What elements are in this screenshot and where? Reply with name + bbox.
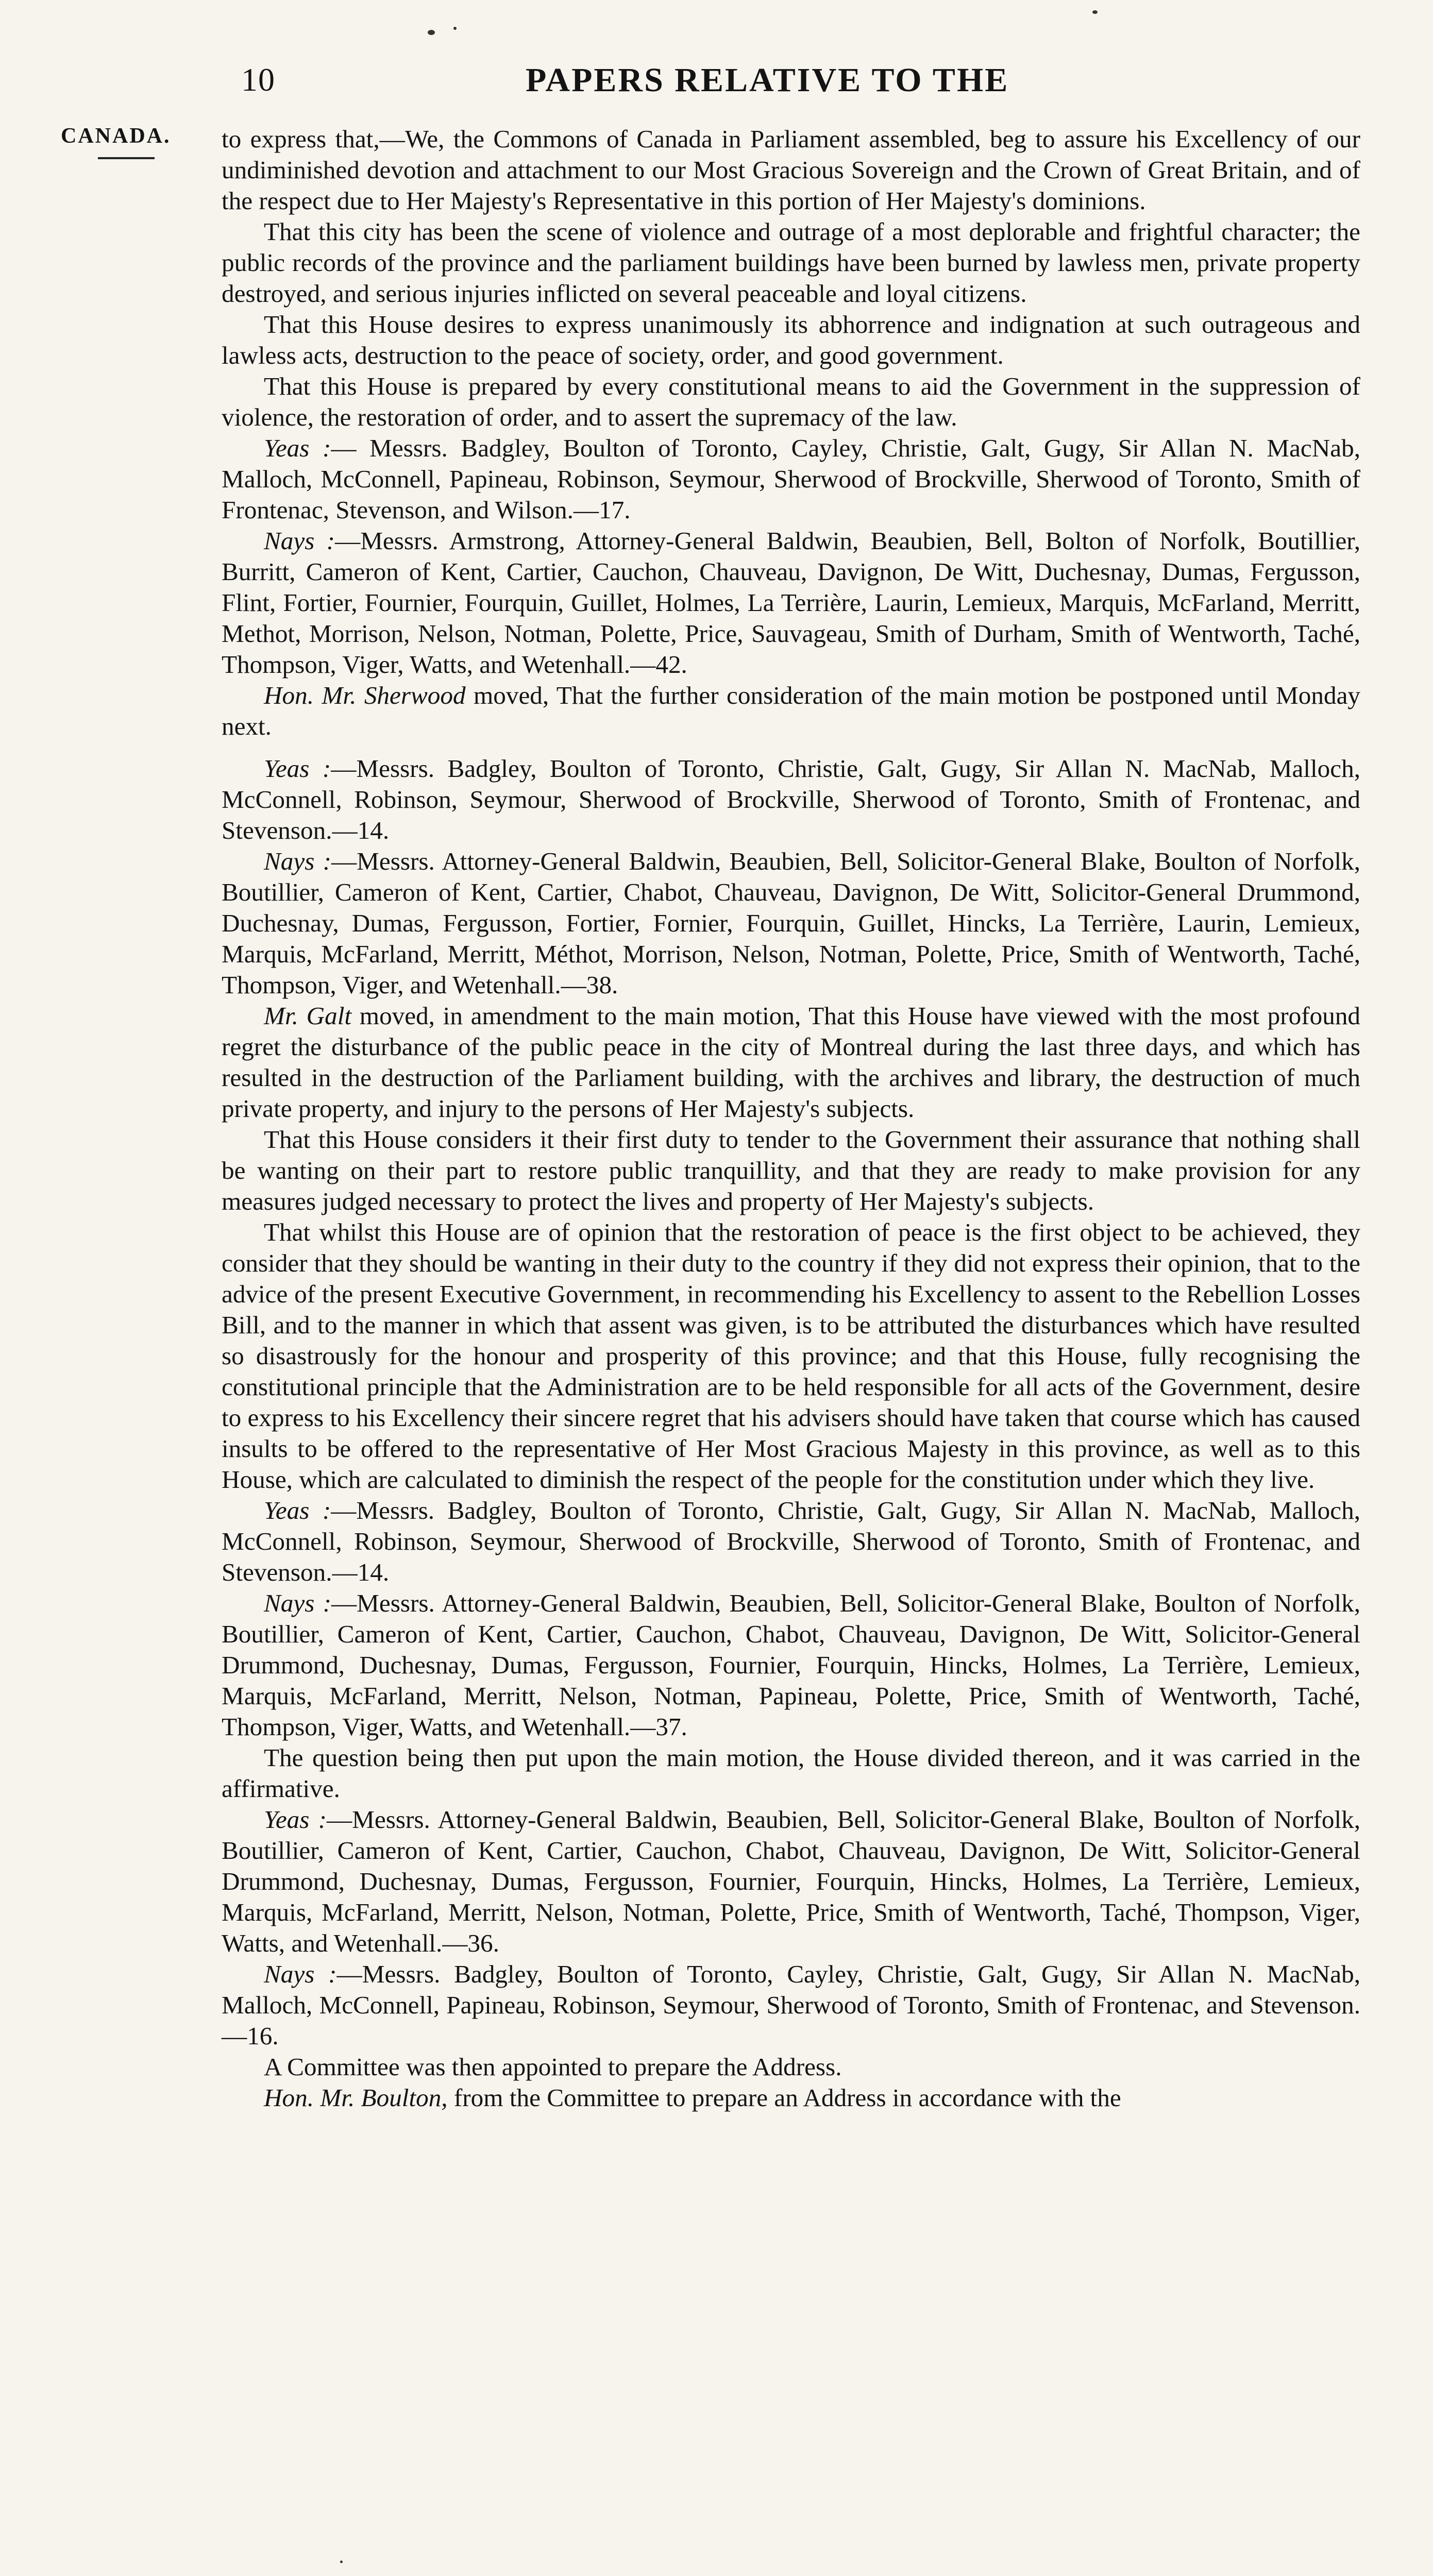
paragraph-text: to express that,—We, the Commons of Canada in Parliament assembled, beg to assure his Excellency of our undiminished devotion and attachment to our Most Gracious Sovereign and the Crown of Great Britain, and of the respect due to Her Majesty's Representative in this portion of Her Majesty's dominions. (222, 125, 1360, 215)
paragraph (222, 124, 1360, 216)
paragraph (222, 371, 1360, 433)
running-title: PAPERS RELATIVE TO THE (526, 61, 1009, 99)
paragraph-text: A Committee was then appointed to prepare the Address. (264, 2053, 842, 2081)
paragraph-lead: Hon. Mr. Boulton, (264, 2083, 448, 2112)
paragraph-text: —Messrs. Attorney-General Baldwin, Beaubien, Bell, Solicitor-General Blake, Boulton of Norfolk, Boutillier, Cameron of Kent, Cartier, Cauchon, Chabot, Chauveau, Davignon, De Witt, Solicitor-General Drummond, Duchesnay, Dumas, Fergusson, Fournier, Fourquin, Hincks, Holmes, La Terrière, Lemieux, Marquis, McFarland, Merritt, Nelson, Notman, Papineau, Polette, Price, Smith of Wentworth, Taché, Thompson, Viger, Watts, and Wetenhall.—37. (222, 1589, 1360, 1741)
paragraph-lead: Nays : (264, 1589, 331, 1617)
paragraph-text: That this House is prepared by every constitutional means to aid the Government in the suppression of violence, the restoration of order, and to assert the supremacy of the law. (222, 372, 1360, 431)
paragraph (222, 1124, 1360, 1217)
paragraph-text: moved, That the further consideration of the main motion be postponed until Monday next. (222, 681, 1360, 740)
vote-yeas (222, 1495, 1360, 1588)
scan-speck (453, 27, 457, 30)
paragraph-text: That this House considers it their first duty to tender to the Government their assurance that nothing shall be wanting on their part to restore public tranquillity, and that they are ready to make provision for any measures judged necessary to protect the lives and property of Her Majesty's subjects. (222, 1125, 1360, 1215)
paragraph (222, 1217, 1360, 1495)
scan-speck (340, 2561, 343, 2563)
paragraph (222, 216, 1360, 309)
paragraph-lead: Yeas : (264, 1805, 327, 1834)
paragraph-text: —Messrs. Armstrong, Attorney-General Baldwin, Beaubien, Bell, Bolton of Norfolk, Boutillier, Burritt, Cameron of Kent, Cartier, Cauchon, Chauveau, Davignon, De Witt, Duchesnay, Dumas, Fergusson, Flint, Fortier, Fournier, Fourquin, Guillet, Holmes, La Terrière, Laurin, Lemieux, Marquis, McFarland, Merritt, Methot, Morrison, Nelson, Notman, Polette, Price, Sauvageau, Smith of Durham, Smith of Wentworth, Taché, Thompson, Viger, Watts, and Wetenhall.—42. (222, 527, 1360, 679)
motion-paragraph (222, 2082, 1360, 2113)
paragraph-text: That this city has been the scene of violence and outrage of a most deplorable and frightful character; the public records of the province and the parliament buildings have been burned by lawless men, private property destroyed, and serious injuries inflicted on several peaceable and loyal citizens. (222, 217, 1360, 308)
paragraph-text: —Messrs. Badgley, Boulton of Toronto, Christie, Galt, Gugy, Sir Allan N. MacNab, Malloch, McConnell, Robinson, Seymour, Sherwood of Brockville, Sherwood of Toronto, Smith of Frontenac, and Stevenson.—14. (222, 754, 1360, 844)
motion-paragraph (222, 1001, 1360, 1124)
paragraph-lead: Yeas : (264, 1496, 331, 1524)
paragraph-lead: Yeas : (264, 434, 331, 462)
paragraph-lead: Hon. Mr. Sherwood (264, 681, 466, 709)
page-number: 10 (241, 61, 275, 98)
vote-nays (222, 526, 1360, 680)
paragraph-text: —Messrs. Attorney-General Baldwin, Beaubien, Bell, Solicitor-General Blake, Boulton of Norfolk, Boutillier, Cameron of Kent, Cartier, Cauchon, Chabot, Chauveau, Davignon, De Witt, Solicitor-General Drummond, Duchesnay, Dumas, Fergusson, Fournier, Fourquin, Hincks, Holmes, La Terrière, Lemieux, Marquis, McFarland, Merritt, Nelson, Notman, Polette, Price, Smith of Wentworth, Taché, Thompson, Viger, Watts, and Wetenhall.—36. (222, 1805, 1360, 1957)
paragraph (222, 1742, 1360, 1804)
paragraph-text: The question being then put upon the main motion, the House divided thereon, and it was carried in the affirmative. (222, 1743, 1360, 1803)
paragraph-text: — Messrs. Badgley, Boulton of Toronto, Cayley, Christie, Galt, Gugy, Sir Allan N. MacNab, Malloch, McConnell, Papineau, Robinson, Seymour, Sherwood of Brockville, Sherwood of Toronto, Smith of Frontenac, Stevenson, and Wilson.—17. (222, 434, 1360, 524)
paragraph (222, 2052, 1360, 2082)
vote-yeas (222, 433, 1360, 526)
motion-paragraph (222, 680, 1360, 742)
paragraph-text: —Messrs. Badgley, Boulton of Toronto, Christie, Galt, Gugy, Sir Allan N. MacNab, Malloch, McConnell, Robinson, Seymour, Sherwood of Brockville, Sherwood of Toronto, Smith of Frontenac, and Stevenson.—14. (222, 1496, 1360, 1586)
margin-note: CANADA. (61, 124, 171, 148)
paragraph-text: —Messrs. Badgley, Boulton of Toronto, Cayley, Christie, Galt, Gugy, Sir Allan N. MacNab, Malloch, McConnell, Papineau, Robinson, Seymour, Sherwood of Toronto, Smith of Frontenac, and Stevenson.—16. (222, 1960, 1361, 2050)
paragraph-spacer (222, 742, 1360, 753)
paragraph-lead: Nays : (264, 527, 335, 555)
vote-yeas (222, 1804, 1360, 1959)
paragraph (222, 309, 1360, 371)
paragraph-text: from the Committee to prepare an Address in accordance with the (447, 2083, 1121, 2112)
paragraph-text: —Messrs. Attorney-General Baldwin, Beaubien, Bell, Solicitor-General Blake, Boulton of Norfolk, Boutillier, Cameron of Kent, Cartier, Chabot, Chauveau, Davignon, De Witt, Solicitor-General Drummond, Duchesnay, Dumas, Fergusson, Fortier, Fornier, Fourquin, Guillet, Hincks, La Terrière, Laurin, Lemieux, Marquis, McFarland, Merritt, Méthot, Morrison, Nelson, Notman, Polette, Price, Smith of Wentworth, Taché, Thompson, Viger, and Wetenhall.—38. (222, 847, 1360, 999)
vote-nays (222, 1959, 1360, 2052)
vote-nays (222, 846, 1360, 1001)
vote-nays (222, 1588, 1360, 1742)
paragraph-lead: Nays : (264, 847, 331, 875)
margin-rule (98, 157, 155, 159)
paragraph-lead: Yeas : (264, 754, 331, 783)
paragraph-lead: Mr. Galt (264, 1002, 352, 1030)
vote-yeas (222, 753, 1360, 846)
scan-speck (1092, 10, 1098, 14)
paragraph-text: That whilst this House are of opinion that the restoration of peace is the first object to be achieved, they consider that they should be wanting in their duty to the country if they did not express their opinion, that to the advice of the present Executive Government, in recommending his Excellency to assent to the Rebellion Losses Bill, and to the manner in which that assent was given, is to be attributed the disturbances which have resulted so disastrously for the honour and prosperity of this province; and that this House, fully recognising the constitutional principle that the Administration are to be held responsible for all acts of the Government, desire to express to his Excellency their sincere regret that his advisers should have taken that course which has caused insults to be offered to the representative of Her Most Gracious Majesty in this province, as well as to this House, which are calculated to diminish the respect of the people for the constitution under which they live. (222, 1218, 1360, 1494)
scan-speck (428, 30, 435, 35)
paragraph-text: That this House desires to express unanimously its abhorrence and indignation at such outrageous and lawless acts, destruction to the peace of society, order, and good government. (222, 310, 1360, 369)
paragraph-text: moved, in amendment to the main motion, That this House have viewed with the most profound regret the disturbance of the public peace in the city of Montreal during the last three days, and which has resulted in the destruction of the Parliament building, with the archives and library, the destruction of much private property, and injury to the persons of Her Majesty's subjects. (222, 1002, 1361, 1123)
paragraph-lead: Nays : (264, 1960, 337, 1988)
body-text (222, 124, 1360, 2113)
